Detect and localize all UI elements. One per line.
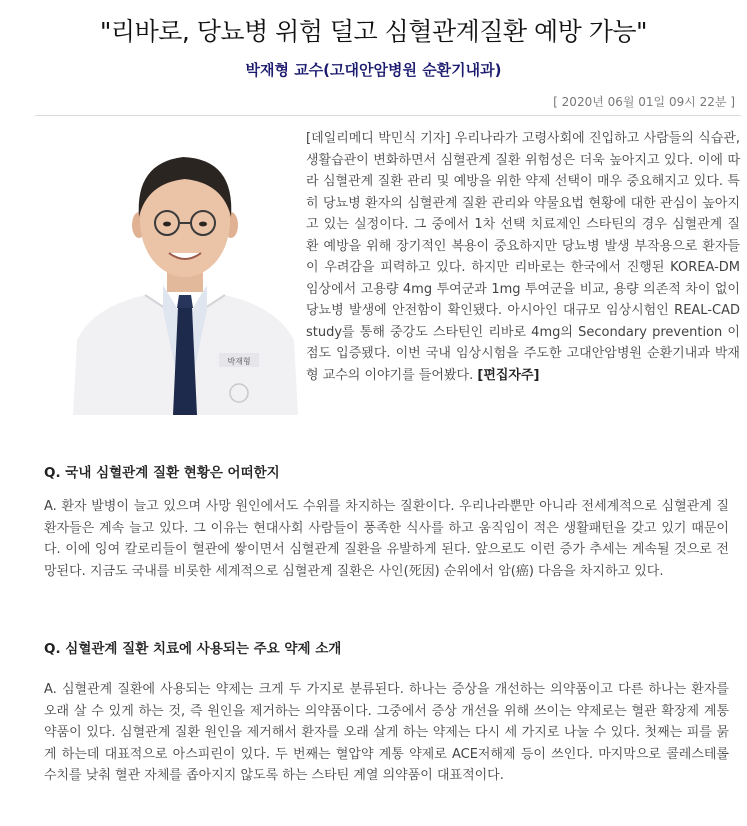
answer-paragraph: A. 환자 발병이 늘고 있으며 사망 원인에서도 수위를 차지하는 질환이다. 우리나라뿐만 아니라 전세계적으로 심혈관계 질환자들은 계속 늘고 있다. 그 이유는 현대사회 사람들이 풍족한 식사를 하고 움직임이 적은 생활패턴을 갖고 있기 때문이다. 이에 잉여 칼로리들이 혈관에 쌓이면서 심혈관계 질환을 유발하게 된다. 앞으로도 이런 증가 추세는 계속될 것으로 전망된다. 지금도 국내를 비롯한 세계적으로 심혈관계 질환은 사인(死因) 순위에서 암(癌) 다음을 차지하고 있다. xyxy=(44,499,729,579)
doctor-photo xyxy=(73,135,298,415)
lead-text: [데일리메디 박민식 기자] 우리나라가 고령사회에 진입하고 사람들의 식습관, 생활습관이 변화하면서 심혈관계 질환 위험성은 더욱 높아지고 있다. 이에 따라 심혈관계 질환 관리 및 예방을 위한 약제 선택이 매우 중요해지고 있다. 특히 당뇨병 환자의 심혈관계 질환 관리와 약물요법 현황에 대한 관심이 높아지고 있는 실정이다. 그 중에서 1차 선택 치료제인 스타틴의 경우 심혈관계 질환 예방을 위해 장기적인 복용이 중요하지만 당뇨병 발생 부작용으로 환자들이 우려감을 피력하고 있다. 하지만 리바로는 한국에서 진행된 KOREA-DM 임상에서 고용량 4mg 투여군과 1mg 투여군을 비교, 용량 의존적 차이 없이 당뇨병 발생에 안전함이 확인됐다. 아시아인 대규모 임상시험인 REAL-CAD study를 통해 중강도 스타틴인 리바로 4mg의 Secondary prevention 이점도 입증됐다. 이번 국내 임상시험을 주도한 고대안암병원 순환기내과 박재형 교수의 이야기를 들어봤다. xyxy=(306,131,740,383)
article-subtitle: 박재형 교수(고대안암병원 순환기내과) xyxy=(245,61,502,79)
editor-note-tag: [편집자주] xyxy=(477,367,540,383)
article-lead xyxy=(306,128,740,386)
question-heading: Q. 심혈관계 질환 치료에 사용되는 주요 약제 소개 xyxy=(44,641,342,657)
portrait-image xyxy=(73,135,298,415)
article-title: "리바로, 당뇨병 위험 덜고 심혈관계질환 예방 가능" xyxy=(99,17,648,46)
coat-name-tag: 박재형 xyxy=(227,357,251,366)
question-heading: Q. 국내 심혈관계 질환 현황은 어떠한지 xyxy=(44,465,280,481)
publish-date: [ 2020년 06월 01일 09시 22분 ] xyxy=(553,95,735,109)
answer-paragraph: A. 심혈관계 질환에 사용되는 약제는 크게 두 가지로 분류된다. 하나는 증상을 개선하는 의약품이고 다른 하나는 환자를 오래 살 수 있게 하는 것, 즉 원인을 제거하는 의약품이다. 그중에서 증상 개선을 위해 쓰이는 약제로는 혈관 확장제 계통 약품이 있다. 심혈관계 질환 원인을 제거해서 환자를 오래 살게 하는 약제는 다시 세 가지로 나눌 수 있다. 첫째는 피를 묽게 하는데 대표적으로 아스피린이 있다. 두 번째는 혈압약 계통 약제로 ACE저해제 등이 쓰인다. 마지막으로 콜레스테롤 수치를 낮춰 혈관 자체를 좁아지지 않도록 하는 스타틴 계열 의약품이 대표적이다. xyxy=(44,682,729,783)
header-divider xyxy=(35,115,741,116)
